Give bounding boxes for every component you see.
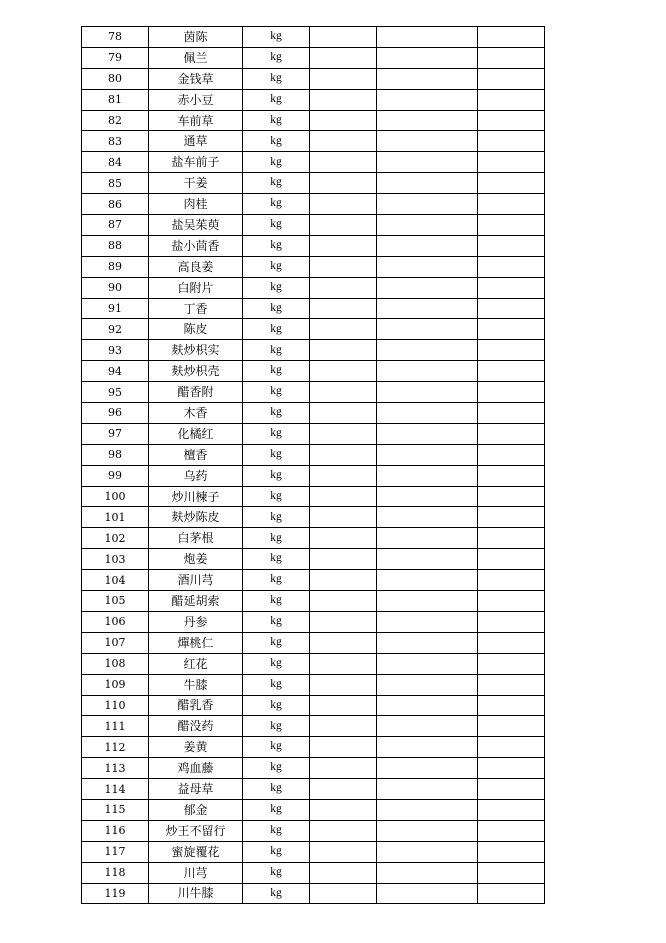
- empty-cell: [310, 319, 377, 340]
- table-row: [82, 695, 545, 716]
- empty-cell: [478, 47, 545, 68]
- empty-cell: [478, 716, 545, 737]
- unit: kg: [243, 277, 310, 298]
- herb-name: 化橘红: [149, 423, 243, 444]
- empty-cell: [310, 528, 377, 549]
- empty-cell: [310, 611, 377, 632]
- empty-cell: [478, 173, 545, 194]
- empty-cell: [377, 758, 478, 779]
- row-number: 96: [82, 403, 149, 424]
- row-number: 103: [82, 549, 149, 570]
- empty-cell: [310, 862, 377, 883]
- empty-cell: [377, 779, 478, 800]
- empty-cell: [478, 862, 545, 883]
- empty-cell: [310, 194, 377, 215]
- empty-cell: [478, 611, 545, 632]
- herb-name: 佩兰: [149, 47, 243, 68]
- herb-name: 郁金: [149, 799, 243, 820]
- empty-cell: [478, 256, 545, 277]
- table-row: [82, 820, 545, 841]
- empty-cell: [478, 674, 545, 695]
- empty-cell: [377, 841, 478, 862]
- row-number: 86: [82, 194, 149, 215]
- row-number: 93: [82, 340, 149, 361]
- empty-cell: [310, 68, 377, 89]
- empty-cell: [377, 403, 478, 424]
- empty-cell: [478, 737, 545, 758]
- table-row: [82, 591, 545, 612]
- empty-cell: [478, 695, 545, 716]
- herb-name: 牛膝: [149, 674, 243, 695]
- herb-name: 醋香附: [149, 382, 243, 403]
- unit: kg: [243, 883, 310, 904]
- table-row: [82, 277, 545, 298]
- unit: kg: [243, 632, 310, 653]
- empty-cell: [377, 486, 478, 507]
- herb-name: 麸炒枳壳: [149, 361, 243, 382]
- table-row: [82, 716, 545, 737]
- unit: kg: [243, 465, 310, 486]
- unit: kg: [243, 403, 310, 424]
- herb-name: 麸炒枳实: [149, 340, 243, 361]
- empty-cell: [377, 799, 478, 820]
- herb-name: 盐车前子: [149, 152, 243, 173]
- empty-cell: [377, 340, 478, 361]
- row-number: 82: [82, 110, 149, 131]
- table-row: [82, 883, 545, 904]
- herb-name: 姜黄: [149, 737, 243, 758]
- empty-cell: [478, 319, 545, 340]
- unit: kg: [243, 110, 310, 131]
- empty-cell: [478, 758, 545, 779]
- empty-cell: [478, 841, 545, 862]
- empty-cell: [478, 340, 545, 361]
- row-number: 114: [82, 779, 149, 800]
- table-row: [82, 549, 545, 570]
- table-row: [82, 465, 545, 486]
- unit: kg: [243, 674, 310, 695]
- empty-cell: [310, 486, 377, 507]
- table-row: [82, 131, 545, 152]
- empty-cell: [310, 549, 377, 570]
- table-row: [82, 507, 545, 528]
- empty-cell: [478, 403, 545, 424]
- unit: kg: [243, 716, 310, 737]
- herb-name: 麸炒陈皮: [149, 507, 243, 528]
- table-row: [82, 382, 545, 403]
- empty-cell: [377, 68, 478, 89]
- unit: kg: [243, 382, 310, 403]
- empty-cell: [377, 674, 478, 695]
- row-number: 118: [82, 862, 149, 883]
- unit: kg: [243, 507, 310, 528]
- empty-cell: [310, 215, 377, 236]
- herb-name: 干姜: [149, 173, 243, 194]
- empty-cell: [310, 591, 377, 612]
- herb-name: 陈皮: [149, 319, 243, 340]
- table-row: [82, 841, 545, 862]
- unit: kg: [243, 256, 310, 277]
- empty-cell: [310, 465, 377, 486]
- unit: kg: [243, 27, 310, 48]
- herb-name: 川牛膝: [149, 883, 243, 904]
- table-row: [82, 319, 545, 340]
- row-number: 112: [82, 737, 149, 758]
- herb-name: 白茅根: [149, 528, 243, 549]
- empty-cell: [310, 444, 377, 465]
- herb-name: 醋乳香: [149, 695, 243, 716]
- table-row: [82, 298, 545, 319]
- empty-cell: [478, 528, 545, 549]
- row-number: 90: [82, 277, 149, 298]
- document-page: [81, 26, 545, 904]
- unit: kg: [243, 820, 310, 841]
- herb-name: 通草: [149, 131, 243, 152]
- unit: kg: [243, 89, 310, 110]
- herb-name: 蜜旋覆花: [149, 841, 243, 862]
- unit: kg: [243, 47, 310, 68]
- empty-cell: [310, 758, 377, 779]
- row-number: 87: [82, 215, 149, 236]
- empty-cell: [310, 403, 377, 424]
- empty-cell: [377, 549, 478, 570]
- empty-cell: [377, 298, 478, 319]
- empty-cell: [377, 695, 478, 716]
- herb-name: 红花: [149, 653, 243, 674]
- empty-cell: [377, 653, 478, 674]
- table-row: [82, 361, 545, 382]
- empty-cell: [478, 779, 545, 800]
- empty-cell: [310, 883, 377, 904]
- herb-name: 木香: [149, 403, 243, 424]
- herb-name: 燀桃仁: [149, 632, 243, 653]
- unit: kg: [243, 758, 310, 779]
- empty-cell: [478, 277, 545, 298]
- unit: kg: [243, 361, 310, 382]
- empty-cell: [377, 862, 478, 883]
- unit: kg: [243, 423, 310, 444]
- table-row: [82, 632, 545, 653]
- empty-cell: [377, 277, 478, 298]
- empty-cell: [377, 737, 478, 758]
- empty-cell: [377, 423, 478, 444]
- empty-cell: [478, 298, 545, 319]
- empty-cell: [310, 131, 377, 152]
- empty-cell: [478, 131, 545, 152]
- table-row: [82, 194, 545, 215]
- herb-name: 益母草: [149, 779, 243, 800]
- unit: kg: [243, 235, 310, 256]
- herb-name: 炒川楝子: [149, 486, 243, 507]
- row-number: 84: [82, 152, 149, 173]
- empty-cell: [478, 486, 545, 507]
- unit: kg: [243, 528, 310, 549]
- row-number: 78: [82, 27, 149, 48]
- empty-cell: [478, 632, 545, 653]
- table-row: [82, 235, 545, 256]
- empty-cell: [310, 779, 377, 800]
- row-number: 116: [82, 820, 149, 841]
- table-row: [82, 611, 545, 632]
- unit: kg: [243, 486, 310, 507]
- empty-cell: [310, 173, 377, 194]
- table-row: [82, 737, 545, 758]
- empty-cell: [478, 653, 545, 674]
- herb-name: 丹参: [149, 611, 243, 632]
- unit: kg: [243, 862, 310, 883]
- row-number: 97: [82, 423, 149, 444]
- empty-cell: [310, 570, 377, 591]
- row-number: 85: [82, 173, 149, 194]
- table-row: [82, 570, 545, 591]
- row-number: 117: [82, 841, 149, 862]
- row-number: 83: [82, 131, 149, 152]
- empty-cell: [310, 340, 377, 361]
- unit: kg: [243, 779, 310, 800]
- table-row: [82, 173, 545, 194]
- empty-cell: [478, 883, 545, 904]
- herb-name: 川芎: [149, 862, 243, 883]
- empty-cell: [310, 799, 377, 820]
- empty-cell: [478, 110, 545, 131]
- empty-cell: [310, 674, 377, 695]
- table-row: [82, 47, 545, 68]
- empty-cell: [377, 152, 478, 173]
- row-number: 110: [82, 695, 149, 716]
- herb-price-table: [81, 26, 545, 904]
- unit: kg: [243, 549, 310, 570]
- empty-cell: [310, 632, 377, 653]
- empty-cell: [310, 235, 377, 256]
- unit: kg: [243, 737, 310, 758]
- row-number: 81: [82, 89, 149, 110]
- empty-cell: [310, 716, 377, 737]
- empty-cell: [377, 591, 478, 612]
- empty-cell: [478, 361, 545, 382]
- table-row: [82, 674, 545, 695]
- row-number: 109: [82, 674, 149, 695]
- empty-cell: [377, 89, 478, 110]
- row-number: 98: [82, 444, 149, 465]
- table-row: [82, 152, 545, 173]
- empty-cell: [377, 173, 478, 194]
- row-number: 89: [82, 256, 149, 277]
- herb-name: 醋没药: [149, 716, 243, 737]
- table-row: [82, 779, 545, 800]
- herb-name: 肉桂: [149, 194, 243, 215]
- table-row: [82, 423, 545, 444]
- herb-name: 乌药: [149, 465, 243, 486]
- row-number: 105: [82, 591, 149, 612]
- herb-name: 白附片: [149, 277, 243, 298]
- table-row: [82, 340, 545, 361]
- table-row: [82, 758, 545, 779]
- herb-name: 茵陈: [149, 27, 243, 48]
- herb-name: 醋延胡索: [149, 591, 243, 612]
- herb-name: 鸡血藤: [149, 758, 243, 779]
- table-row: [82, 215, 545, 236]
- row-number: 99: [82, 465, 149, 486]
- unit: kg: [243, 152, 310, 173]
- table-row: [82, 862, 545, 883]
- row-number: 115: [82, 799, 149, 820]
- unit: kg: [243, 319, 310, 340]
- empty-cell: [478, 820, 545, 841]
- row-number: 107: [82, 632, 149, 653]
- herb-name: 盐小茴香: [149, 235, 243, 256]
- unit: kg: [243, 215, 310, 236]
- empty-cell: [310, 737, 377, 758]
- row-number: 94: [82, 361, 149, 382]
- empty-cell: [310, 361, 377, 382]
- empty-cell: [478, 235, 545, 256]
- table-row: [82, 403, 545, 424]
- table-row: [82, 27, 545, 48]
- empty-cell: [478, 68, 545, 89]
- unit: kg: [243, 298, 310, 319]
- empty-cell: [478, 89, 545, 110]
- empty-cell: [310, 507, 377, 528]
- empty-cell: [310, 820, 377, 841]
- unit: kg: [243, 841, 310, 862]
- unit: kg: [243, 611, 310, 632]
- unit: kg: [243, 570, 310, 591]
- empty-cell: [377, 528, 478, 549]
- empty-cell: [377, 319, 478, 340]
- table-body: [82, 27, 545, 904]
- row-number: 88: [82, 235, 149, 256]
- unit: kg: [243, 194, 310, 215]
- empty-cell: [377, 632, 478, 653]
- herb-name: 檀香: [149, 444, 243, 465]
- table-row: [82, 68, 545, 89]
- row-number: 79: [82, 47, 149, 68]
- row-number: 111: [82, 716, 149, 737]
- empty-cell: [478, 27, 545, 48]
- row-number: 101: [82, 507, 149, 528]
- empty-cell: [377, 361, 478, 382]
- empty-cell: [377, 235, 478, 256]
- herb-name: 炮姜: [149, 549, 243, 570]
- empty-cell: [478, 215, 545, 236]
- empty-cell: [310, 47, 377, 68]
- row-number: 106: [82, 611, 149, 632]
- row-number: 119: [82, 883, 149, 904]
- row-number: 108: [82, 653, 149, 674]
- empty-cell: [478, 194, 545, 215]
- unit: kg: [243, 695, 310, 716]
- unit: kg: [243, 340, 310, 361]
- table-row: [82, 256, 545, 277]
- empty-cell: [377, 465, 478, 486]
- empty-cell: [310, 152, 377, 173]
- row-number: 80: [82, 68, 149, 89]
- row-number: 92: [82, 319, 149, 340]
- empty-cell: [478, 507, 545, 528]
- herb-name: 丁香: [149, 298, 243, 319]
- empty-cell: [478, 549, 545, 570]
- empty-cell: [310, 277, 377, 298]
- empty-cell: [377, 507, 478, 528]
- empty-cell: [377, 27, 478, 48]
- empty-cell: [478, 591, 545, 612]
- unit: kg: [243, 68, 310, 89]
- empty-cell: [377, 256, 478, 277]
- unit: kg: [243, 444, 310, 465]
- empty-cell: [377, 215, 478, 236]
- empty-cell: [377, 444, 478, 465]
- table-row: [82, 486, 545, 507]
- table-row: [82, 653, 545, 674]
- unit: kg: [243, 591, 310, 612]
- herb-name: 盐吴茱萸: [149, 215, 243, 236]
- empty-cell: [310, 841, 377, 862]
- empty-cell: [310, 110, 377, 131]
- herb-name: 金钱草: [149, 68, 243, 89]
- row-number: 95: [82, 382, 149, 403]
- empty-cell: [478, 152, 545, 173]
- herb-name: 炒王不留行: [149, 820, 243, 841]
- empty-cell: [377, 382, 478, 403]
- herb-name: 高良姜: [149, 256, 243, 277]
- row-number: 100: [82, 486, 149, 507]
- empty-cell: [310, 89, 377, 110]
- empty-cell: [377, 570, 478, 591]
- row-number: 113: [82, 758, 149, 779]
- empty-cell: [377, 131, 478, 152]
- unit: kg: [243, 799, 310, 820]
- empty-cell: [478, 444, 545, 465]
- empty-cell: [377, 611, 478, 632]
- empty-cell: [478, 570, 545, 591]
- herb-name: 酒川芎: [149, 570, 243, 591]
- empty-cell: [310, 423, 377, 444]
- empty-cell: [377, 883, 478, 904]
- unit: kg: [243, 131, 310, 152]
- row-number: 91: [82, 298, 149, 319]
- unit: kg: [243, 173, 310, 194]
- table-row: [82, 444, 545, 465]
- empty-cell: [377, 47, 478, 68]
- table-row: [82, 89, 545, 110]
- table-row: [82, 110, 545, 131]
- empty-cell: [310, 256, 377, 277]
- empty-cell: [478, 382, 545, 403]
- empty-cell: [310, 695, 377, 716]
- empty-cell: [478, 423, 545, 444]
- empty-cell: [310, 653, 377, 674]
- empty-cell: [310, 382, 377, 403]
- empty-cell: [377, 194, 478, 215]
- herb-name: 车前草: [149, 110, 243, 131]
- empty-cell: [377, 110, 478, 131]
- empty-cell: [377, 820, 478, 841]
- row-number: 104: [82, 570, 149, 591]
- table-row: [82, 528, 545, 549]
- row-number: 102: [82, 528, 149, 549]
- empty-cell: [478, 465, 545, 486]
- herb-name: 赤小豆: [149, 89, 243, 110]
- table-row: [82, 799, 545, 820]
- empty-cell: [377, 716, 478, 737]
- empty-cell: [310, 27, 377, 48]
- empty-cell: [478, 799, 545, 820]
- unit: kg: [243, 653, 310, 674]
- empty-cell: [310, 298, 377, 319]
